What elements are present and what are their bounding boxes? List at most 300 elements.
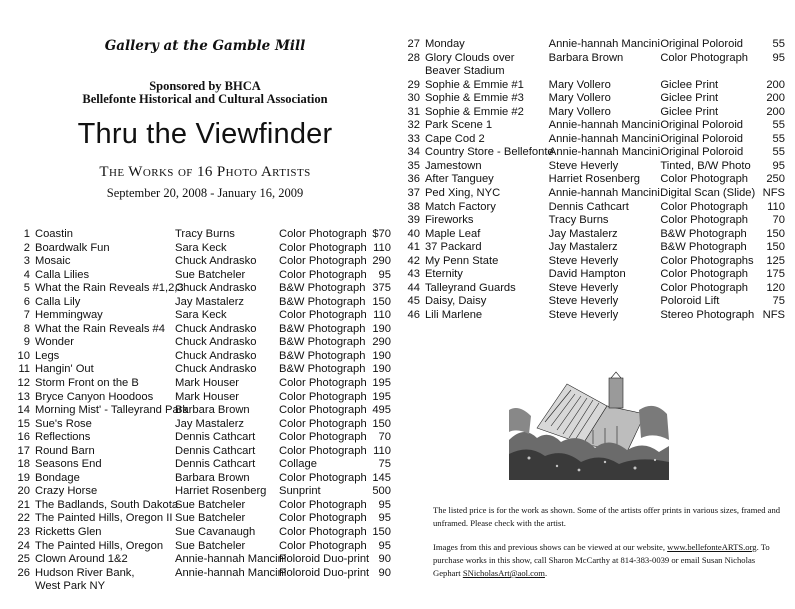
works-list-left bbox=[10, 228, 395, 594]
work-artist: Dennis Cathcart bbox=[175, 431, 256, 444]
work-medium: Digital Scan (Slide) bbox=[660, 187, 756, 200]
work-number: 28 bbox=[407, 51, 420, 64]
work-title: Park Scene 1 bbox=[424, 119, 493, 132]
work-number: 3 bbox=[23, 255, 30, 268]
work-price: 120 bbox=[766, 281, 785, 294]
work-medium: Stereo Photograph bbox=[660, 308, 755, 321]
work-price: 150 bbox=[372, 295, 391, 308]
work-medium: B&W Photograph bbox=[279, 336, 366, 349]
work-medium: B&W Photograph bbox=[279, 322, 366, 335]
work-medium: Sunprint bbox=[279, 485, 321, 498]
work-number: 33 bbox=[407, 132, 420, 145]
work-medium bbox=[279, 580, 364, 594]
work-row bbox=[10, 377, 395, 391]
work-row bbox=[10, 350, 395, 364]
work-artist: Mary Vollero bbox=[548, 105, 611, 118]
work-price: 110 bbox=[373, 241, 391, 254]
work-price bbox=[364, 580, 391, 594]
work-price: 150 bbox=[372, 526, 391, 539]
work-row bbox=[10, 228, 395, 242]
work-number: 38 bbox=[407, 200, 420, 213]
work-medium: Color Photograph bbox=[279, 512, 367, 525]
work-number: 7 bbox=[23, 309, 30, 322]
work-title: The Badlands, South Dakota bbox=[35, 498, 179, 511]
work-row bbox=[400, 38, 785, 52]
work-title: Country Store - Bellefonte bbox=[424, 146, 554, 159]
work-artist: Annie-hannah Mancini bbox=[548, 38, 660, 50]
work-medium: Poloroid Lift bbox=[660, 295, 720, 308]
work-number: 27 bbox=[407, 38, 420, 50]
work-title: Storm Front on the B bbox=[35, 377, 139, 390]
work-title: 37 Packard bbox=[424, 241, 482, 254]
work-title: Crazy Horse bbox=[35, 485, 98, 498]
work-row bbox=[10, 391, 395, 405]
work-row bbox=[10, 472, 395, 486]
work-row bbox=[10, 431, 395, 445]
work-medium: B&W Photograph bbox=[660, 227, 747, 240]
work-artist: Barbara Brown bbox=[175, 404, 250, 417]
work-title: Fireworks bbox=[424, 214, 474, 227]
work-artist: Chuck Andrasko bbox=[175, 322, 257, 335]
work-row bbox=[400, 241, 785, 255]
work-number: 17 bbox=[17, 444, 30, 457]
work-artist: Annie-hannah Mancini bbox=[175, 553, 287, 566]
work-title: Legs bbox=[35, 349, 60, 362]
work-title: Boardwalk Fun bbox=[35, 241, 110, 254]
work-medium: Color Photograph bbox=[279, 390, 367, 403]
work-medium: Color Photograph bbox=[279, 241, 367, 254]
work-price: 290 bbox=[372, 336, 391, 349]
show-title: Thru the Viewfinder bbox=[77, 118, 333, 150]
work-artist: Sara Keck bbox=[175, 241, 227, 254]
work-medium: Tinted, B/W Photo bbox=[660, 159, 751, 172]
work-title: Round Barn bbox=[35, 444, 95, 457]
work-price: 95 bbox=[378, 268, 391, 281]
work-price: NFS bbox=[762, 308, 785, 321]
work-row bbox=[400, 173, 785, 187]
work-number: 14 bbox=[17, 404, 30, 417]
work-price: 150 bbox=[766, 241, 785, 254]
work-price: 150 bbox=[372, 417, 391, 430]
work-medium: Color Photograph bbox=[279, 539, 367, 552]
work-artist: Jay Mastalerz bbox=[548, 227, 618, 240]
work-artist: Mary Vollero bbox=[548, 92, 611, 105]
work-artist: Jay Mastalerz bbox=[548, 241, 618, 254]
work-row bbox=[400, 133, 785, 147]
work-number: 39 bbox=[407, 214, 420, 227]
work-number: 9 bbox=[23, 336, 30, 349]
work-medium: Giclee Print bbox=[660, 105, 719, 118]
work-title: West Park NY bbox=[35, 580, 106, 593]
work-medium: Color Photograph bbox=[279, 309, 367, 322]
work-row bbox=[10, 445, 395, 459]
work-title: Morning Mist' - Talleyrand Park bbox=[35, 404, 189, 417]
work-number: 34 bbox=[407, 146, 420, 159]
work-title: What the Rain Reveals #1,2,3 bbox=[35, 282, 184, 295]
work-title: Glory Clouds over bbox=[424, 51, 515, 64]
work-row bbox=[400, 201, 785, 215]
work-number: 2 bbox=[23, 241, 30, 254]
work-price: $70 bbox=[372, 228, 391, 240]
work-row bbox=[10, 336, 395, 350]
work-medium: Original Poloroid bbox=[660, 132, 744, 145]
work-price: 110 bbox=[373, 309, 391, 322]
work-number: 31 bbox=[407, 105, 420, 118]
work-artist: Sue Cavanaugh bbox=[175, 526, 256, 539]
work-number: 5 bbox=[23, 282, 30, 295]
work-artist: Mark Houser bbox=[175, 377, 240, 390]
work-artist: Chuck Andrasko bbox=[175, 255, 257, 268]
work-row bbox=[10, 282, 395, 296]
work-number: 13 bbox=[17, 390, 30, 403]
work-number: 32 bbox=[407, 119, 420, 132]
work-row bbox=[400, 268, 785, 282]
work-row bbox=[10, 567, 395, 581]
work-row bbox=[400, 92, 785, 106]
work-price: 110 bbox=[373, 444, 391, 457]
work-price: 290 bbox=[372, 255, 391, 268]
work-medium: Color Photograph bbox=[660, 200, 749, 213]
work-price: 125 bbox=[766, 254, 785, 267]
work-title: Reflections bbox=[35, 431, 91, 444]
work-row bbox=[10, 296, 395, 310]
work-artist: Sue Batcheler bbox=[175, 512, 246, 525]
email-link[interactable]: SNicholasArt@aol.com bbox=[462, 568, 545, 578]
work-medium: Color Photograph bbox=[279, 471, 367, 484]
work-title: The Painted Hills, Oregon bbox=[35, 539, 164, 552]
work-title: Talleyrand Guards bbox=[424, 281, 516, 294]
work-title: Jamestown bbox=[424, 159, 482, 172]
work-number: 20 bbox=[17, 485, 30, 498]
work-medium: Color Photograph bbox=[279, 268, 367, 281]
work-row bbox=[400, 52, 785, 66]
work-number: 37 bbox=[407, 187, 420, 200]
work-row bbox=[10, 363, 395, 377]
work-artist: Annie-hannah Mancini bbox=[548, 132, 660, 145]
work-number: 16 bbox=[17, 431, 30, 444]
work-medium: Color Photograph bbox=[279, 431, 367, 444]
work-artist: Chuck Andrasko bbox=[175, 336, 257, 349]
work-number: 4 bbox=[23, 268, 30, 281]
work-medium: Color Photographs bbox=[660, 254, 754, 267]
work-title: Monday bbox=[424, 38, 465, 50]
work-number: 36 bbox=[407, 173, 420, 186]
works-list-right bbox=[400, 38, 785, 322]
work-artist: Jay Mastalerz bbox=[175, 417, 245, 430]
work-medium: Color Photograph bbox=[279, 404, 367, 417]
work-row bbox=[400, 282, 785, 296]
work-medium: B&W Photograph bbox=[279, 295, 366, 308]
work-number: 11 bbox=[18, 363, 30, 376]
work-number: 19 bbox=[17, 471, 30, 484]
work-title: Sue's Rose bbox=[35, 417, 92, 430]
work-medium: Giclee Print bbox=[660, 92, 719, 105]
show-dates: September 20, 2008 - January 16, 2009 bbox=[106, 186, 304, 200]
work-medium bbox=[660, 65, 755, 79]
work-number: 44 bbox=[407, 281, 420, 294]
work-price: 95 bbox=[772, 159, 785, 172]
work-price bbox=[755, 65, 785, 79]
work-number: 1 bbox=[23, 228, 30, 240]
work-medium: Color Photograph bbox=[660, 173, 749, 186]
work-artist: Annie-hannah Mancini bbox=[548, 146, 661, 159]
work-row bbox=[400, 79, 785, 93]
work-price: 145 bbox=[372, 471, 391, 484]
work-price: 55 bbox=[772, 38, 785, 50]
work-artist: Steve Heverly bbox=[548, 295, 619, 308]
work-price: 55 bbox=[772, 146, 785, 159]
work-row bbox=[10, 540, 395, 554]
work-artist: Steve Heverly bbox=[548, 159, 619, 172]
work-row bbox=[10, 458, 395, 472]
work-artist: Harriet Rosenberg bbox=[548, 173, 641, 186]
work-medium: Original Poloroid bbox=[660, 38, 744, 50]
work-medium: Color Photograph bbox=[279, 444, 367, 457]
work-price: 90 bbox=[378, 566, 391, 579]
work-price: 200 bbox=[766, 92, 785, 105]
work-artist: Annie-hannah Mancini bbox=[175, 566, 287, 579]
work-medium: B&W Photograph bbox=[279, 282, 366, 295]
work-title: Mosaic bbox=[35, 255, 71, 268]
work-title: My Penn State bbox=[424, 254, 499, 267]
work-title: Sophie & Emmie #1 bbox=[424, 78, 524, 91]
work-price: NFS bbox=[762, 187, 785, 200]
work-artist: Steve Heverly bbox=[548, 281, 619, 294]
work-row bbox=[400, 146, 785, 160]
work-price: 150 bbox=[766, 227, 785, 240]
work-artist: Chuck Andrasko bbox=[175, 282, 257, 295]
work-title: Match Factory bbox=[424, 200, 496, 213]
work-number: 18 bbox=[17, 458, 30, 471]
work-row bbox=[400, 214, 785, 228]
work-medium: B&W Photograph bbox=[279, 363, 366, 376]
work-artist: Sue Batcheler bbox=[175, 268, 246, 281]
work-price: 75 bbox=[378, 458, 391, 471]
work-medium: Original Poloroid bbox=[660, 146, 744, 159]
work-medium: Color Photograph bbox=[279, 377, 367, 390]
work-price: 190 bbox=[372, 322, 391, 335]
work-number: 10 bbox=[17, 349, 30, 362]
work-medium: Color Photograph bbox=[660, 51, 749, 64]
work-title: Beaver Stadium bbox=[424, 65, 505, 78]
work-title: Cape Cod 2 bbox=[424, 132, 485, 145]
work-title: Seasons End bbox=[35, 458, 102, 471]
work-artist: Dennis Cathcart bbox=[175, 444, 256, 457]
work-row bbox=[400, 119, 785, 133]
work-row bbox=[400, 65, 785, 79]
work-artist: Barbara Brown bbox=[548, 51, 624, 64]
work-number: 8 bbox=[23, 322, 30, 335]
work-artist: Jay Mastalerz bbox=[175, 295, 245, 308]
work-medium: Original Poloroid bbox=[660, 119, 744, 132]
work-title: Hudson River Bank, bbox=[35, 566, 135, 579]
work-price: 70 bbox=[378, 431, 391, 444]
work-row bbox=[10, 404, 395, 418]
work-artist: Chuck Andrasko bbox=[175, 363, 257, 376]
work-price: 195 bbox=[372, 390, 391, 403]
work-price: 110 bbox=[767, 200, 785, 213]
work-artist: Steve Heverly bbox=[548, 308, 619, 321]
work-number: 6 bbox=[23, 295, 30, 308]
sponsor-organization: Bellefonte Historical and Cultural Association bbox=[82, 92, 328, 106]
barn-sketch-image bbox=[509, 370, 669, 480]
work-row bbox=[10, 499, 395, 513]
work-price: 175 bbox=[766, 268, 785, 281]
work-artist: Annie-hannah Mancini bbox=[548, 119, 660, 132]
work-number: 29 bbox=[407, 78, 420, 91]
work-number: 15 bbox=[17, 417, 30, 430]
work-price: 195 bbox=[372, 377, 391, 390]
work-number: 23 bbox=[17, 526, 30, 539]
work-medium: Color Photograph bbox=[279, 526, 367, 539]
work-title: Hangin' Out bbox=[35, 363, 94, 376]
work-row bbox=[400, 255, 785, 269]
contact-text-2: . To purchase works in this show, call Sharon McCarthy at 814-383-0039 or email Susan Nicholas Gephart bbox=[433, 542, 770, 578]
work-artist: Steve Heverly bbox=[548, 254, 619, 267]
work-medium: Giclee Print bbox=[660, 78, 719, 91]
work-artist: Dennis Cathcart bbox=[175, 458, 256, 471]
work-row bbox=[10, 485, 395, 499]
work-title: Bondage bbox=[35, 471, 80, 484]
work-artist: Dennis Cathcart bbox=[548, 200, 629, 213]
work-row bbox=[10, 580, 395, 594]
work-artist: Sue Batcheler bbox=[175, 539, 246, 552]
work-title: Clown Around 1&2 bbox=[35, 553, 128, 566]
work-number: 42 bbox=[407, 254, 420, 267]
work-title: The Painted Hills, Oregon II bbox=[35, 512, 173, 525]
work-number: 41 bbox=[407, 241, 420, 254]
work-title: What the Rain Reveals #4 bbox=[35, 322, 165, 335]
work-artist: Sue Batcheler bbox=[175, 498, 246, 511]
work-title: Coastin bbox=[35, 228, 73, 240]
work-medium: Poloroid Duo-print bbox=[279, 553, 370, 566]
work-title: Lili Marlene bbox=[424, 308, 483, 321]
work-title: Wonder bbox=[35, 336, 74, 349]
work-number: 35 bbox=[407, 159, 420, 172]
work-row bbox=[400, 295, 785, 309]
work-artist: Tracy Burns bbox=[548, 214, 609, 227]
work-number: 26 bbox=[17, 566, 30, 579]
work-price: 375 bbox=[372, 282, 391, 295]
work-artist: Barbara Brown bbox=[175, 471, 250, 484]
work-row bbox=[400, 160, 785, 174]
work-artist: Mary Vollero bbox=[548, 78, 611, 91]
work-price: 200 bbox=[766, 105, 785, 118]
work-row bbox=[10, 526, 395, 540]
work-title: Hemmingway bbox=[35, 309, 103, 322]
work-row bbox=[10, 418, 395, 432]
pricing-note: The listed price is for the work as shown. Some of the artists offer prints in various sizes, framed and unframed. Please check with the artist. bbox=[433, 505, 781, 528]
work-price: 495 bbox=[372, 404, 391, 417]
work-number: 24 bbox=[17, 539, 30, 552]
work-row bbox=[10, 553, 395, 567]
work-number: 30 bbox=[407, 92, 420, 105]
work-price: 95 bbox=[378, 512, 391, 525]
contact-end: . bbox=[544, 568, 548, 578]
work-medium: Color Photograph bbox=[660, 214, 749, 227]
work-medium: Color Photograph bbox=[279, 417, 367, 430]
work-medium: Collage bbox=[279, 458, 317, 471]
work-title: After Tanguey bbox=[424, 173, 494, 186]
work-artist: Chuck Andrasko bbox=[175, 349, 257, 362]
work-row bbox=[400, 228, 785, 242]
work-title: Sophie & Emmie #2 bbox=[424, 105, 524, 118]
work-price: 500 bbox=[372, 485, 391, 498]
website-link[interactable]: www.bellefonteARTS.org bbox=[667, 542, 757, 552]
work-title: Eternity bbox=[424, 268, 463, 281]
work-price: 200 bbox=[766, 78, 785, 91]
work-title: Maple Leaf bbox=[424, 227, 481, 240]
work-number: 40 bbox=[407, 227, 420, 240]
work-medium: Color Photograph bbox=[660, 268, 749, 281]
work-title: Calla Lilies bbox=[35, 268, 90, 281]
work-price: 190 bbox=[372, 363, 391, 376]
gallery-name: Gallery at the Gamble Mill bbox=[104, 38, 306, 54]
work-price: 95 bbox=[378, 539, 391, 552]
work-row bbox=[400, 187, 785, 201]
work-row bbox=[10, 309, 395, 323]
work-medium: Color Photograph bbox=[660, 281, 749, 294]
work-medium: Color Photograph bbox=[279, 228, 367, 240]
sponsor-line: Sponsored by BHCA bbox=[149, 79, 261, 93]
work-title: Calla Lily bbox=[35, 295, 81, 308]
work-title: Daisy, Daisy bbox=[424, 295, 487, 308]
work-number: 12 bbox=[17, 377, 30, 390]
work-artist: David Hampton bbox=[548, 268, 626, 281]
work-number: 25 bbox=[17, 553, 30, 566]
work-medium: B&W Photograph bbox=[279, 349, 366, 362]
work-number: 46 bbox=[407, 308, 420, 321]
work-title: Ricketts Glen bbox=[35, 526, 102, 539]
work-title: Ped Xing, NYC bbox=[424, 187, 501, 200]
work-row bbox=[10, 512, 395, 526]
work-number: 22 bbox=[17, 512, 30, 525]
work-title: Sophie & Emmie #3 bbox=[424, 92, 524, 105]
work-medium: Color Photograph bbox=[279, 498, 367, 511]
work-artist: Sara Keck bbox=[175, 309, 227, 322]
work-price: 70 bbox=[772, 214, 785, 227]
work-price: 90 bbox=[378, 553, 391, 566]
work-row bbox=[10, 255, 395, 269]
work-medium: B&W Photograph bbox=[660, 241, 747, 254]
work-artist: Annie-hannah Mancini bbox=[548, 187, 660, 200]
work-number bbox=[400, 65, 425, 79]
work-artist: Harriet Rosenberg bbox=[175, 485, 267, 498]
work-row bbox=[10, 323, 395, 337]
work-artist: Mark Houser bbox=[175, 390, 240, 403]
work-price: 75 bbox=[772, 295, 785, 308]
work-number: 21 bbox=[17, 498, 30, 511]
work-artist bbox=[549, 65, 661, 79]
work-title: Bryce Canyon Hoodoos bbox=[35, 390, 154, 403]
work-row bbox=[400, 309, 785, 323]
work-row bbox=[10, 242, 395, 256]
work-number: 45 bbox=[407, 295, 420, 308]
work-row bbox=[10, 269, 395, 283]
contact-text: Images from this and previous shows can be viewed at our website, bbox=[433, 542, 668, 552]
work-price: 55 bbox=[772, 119, 785, 132]
work-number bbox=[10, 580, 35, 594]
work-price: 250 bbox=[766, 173, 785, 186]
work-price: 190 bbox=[372, 349, 391, 362]
work-medium: Poloroid Duo-print bbox=[279, 566, 370, 579]
work-medium: Color Photograph bbox=[279, 255, 367, 268]
work-price: 95 bbox=[772, 51, 785, 64]
work-number: 43 bbox=[407, 268, 420, 281]
work-artist bbox=[175, 580, 279, 594]
work-artist: Tracy Burns bbox=[175, 228, 235, 240]
show-subtitle: The Works of 16 Photo Artists bbox=[99, 164, 311, 180]
